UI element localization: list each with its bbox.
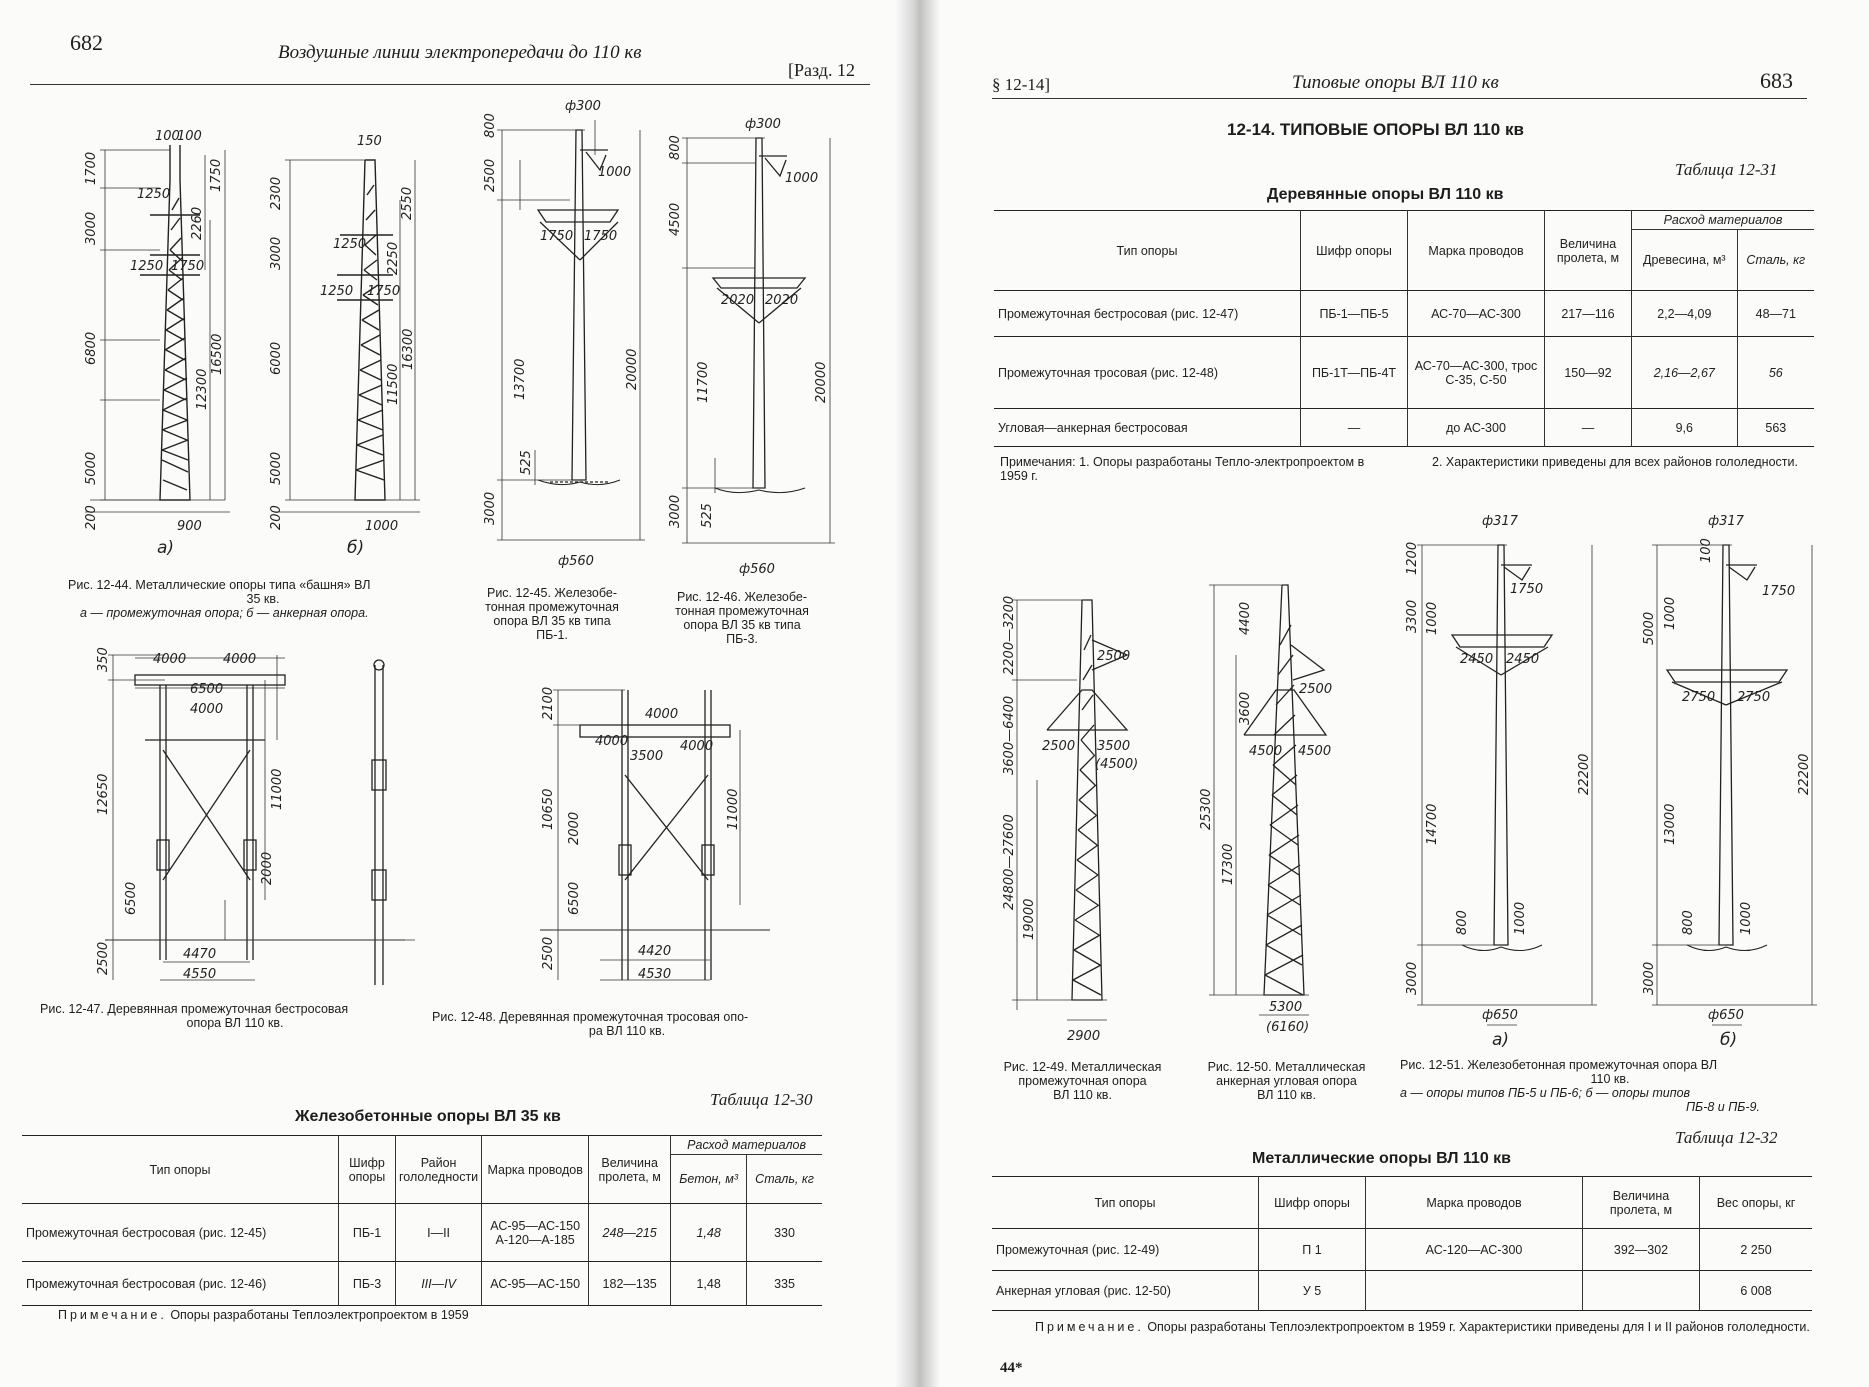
cell: —: [1545, 409, 1632, 447]
fig-12-51-b-dim: 1000: [1663, 596, 1678, 630]
fig-12-46-dim: 525: [700, 503, 715, 528]
fig-12-45-dim: ф300: [565, 99, 601, 114]
fig-12-48-caption-line: Рис. 12-48. Деревянная промежуточная тросовая опо-: [432, 1010, 749, 1024]
fig-12-45-dim: 13700: [513, 358, 528, 400]
table-12-30: [22, 1135, 822, 1306]
cell: 56: [1737, 337, 1814, 409]
note-text: Опоры разработаны Теплоэлектропроектом в 1959: [170, 1308, 469, 1322]
cell: до АС-300: [1408, 409, 1545, 447]
fig-12-44-sub-b: б): [347, 538, 365, 558]
fig-12-44-a-dim: 200: [84, 505, 99, 530]
fig-12-44-a-dim: 3000: [84, 211, 99, 245]
fig-12-48-caption: [432, 1010, 822, 1038]
figure-12-44: [75, 129, 435, 560]
right-page: [912, 0, 1869, 1387]
fig-12-49-dim: 3500: [1097, 739, 1131, 754]
fig-12-48-dim: 4420: [638, 944, 672, 959]
section-heading: 12-14. ТИПОВЫЕ ОПОРЫ ВЛ 110 кв: [1227, 120, 1524, 139]
table-row: [994, 291, 1814, 337]
section-ref: [Разд. 12: [788, 60, 855, 80]
fig-12-51-a-dim: 2450: [1460, 652, 1494, 667]
fig-12-51-a-dim: ф317: [1482, 514, 1518, 529]
fig-12-44-b-dim: 1000: [365, 519, 399, 534]
cell: ПБ-1—ПБ-5: [1301, 291, 1408, 337]
figure-12-49: [997, 580, 1157, 1050]
th-code: Шифр опоры: [1301, 211, 1408, 291]
fig-12-51-b-dim: 3000: [1642, 961, 1657, 995]
fig-12-51-caption-line: ПБ-8 и ПБ-9.: [1686, 1100, 1760, 1114]
page-number: 683: [1760, 68, 1793, 93]
fig-12-51-a-dim: 1200: [1405, 541, 1420, 575]
fig-12-45-dim: 3000: [483, 491, 498, 525]
fig-12-49-dim: 24800—27600: [1002, 814, 1017, 910]
fig-12-47-dim: 4000: [190, 702, 224, 717]
note-label: Примечание.: [58, 1308, 167, 1322]
fig-12-44-caption-line: Рис. 12-44. Металлические опоры типа «башня» ВЛ: [68, 578, 371, 592]
table-12-32-title: Металлические опоры ВЛ 110 кв: [1252, 1150, 1511, 1167]
table-12-31-note-1: Примечания: 1. Опоры разработаны Тепло-электропроектом в 1959 г.: [1000, 455, 1365, 483]
cell: 335: [747, 1262, 822, 1306]
fig-12-48-dim: 2000: [567, 811, 582, 845]
fig-12-51-b-dim: 13000: [1663, 803, 1678, 845]
cell: 6 008: [1700, 1271, 1813, 1311]
figure-12-46-drawing: [665, 118, 840, 578]
fig-12-45-caption-line: тонная промежуточная: [485, 600, 619, 614]
cell: 330: [747, 1204, 822, 1262]
fig-12-49-dim: (4500): [1095, 757, 1139, 772]
header-rule: [30, 84, 870, 85]
table-row: [22, 1262, 822, 1306]
fig-12-47-dim: 4000: [153, 652, 187, 667]
figure-12-47: [85, 640, 435, 990]
fig-12-50-dim: 5300: [1269, 1000, 1303, 1015]
fig-12-45-dim: 1750: [540, 229, 574, 244]
cell: Промежуточная бестросовая (рис. 12-46): [26, 1276, 267, 1291]
cell: АС-70—АС-300, трос С-35, С-50: [1408, 337, 1545, 409]
fig-12-44-a-dim: 16500: [210, 333, 225, 375]
figure-12-48-drawing: [530, 680, 790, 1000]
table-row: [994, 409, 1814, 447]
fig-12-47-caption: [40, 1002, 430, 1030]
fig-12-51-a-dim: 1750: [1510, 582, 1544, 597]
cell: Промежуточная тросовая (рис. 12-48): [998, 365, 1219, 380]
cell: АС-95—АС-150: [482, 1262, 589, 1306]
table-12-30-title: Железобетонные опоры ВЛ 35 кв: [295, 1108, 561, 1125]
fig-12-44-b-dim: 6000: [269, 341, 284, 375]
fig-12-51-a-dim: 2450: [1506, 652, 1540, 667]
fig-12-47-dim: 4000: [223, 652, 257, 667]
fig-12-51-b-dim: ф317: [1708, 514, 1744, 529]
fig-12-51-b-dim: 2750: [1737, 690, 1771, 705]
cell: I—II: [396, 1204, 482, 1262]
th-type: Тип опоры: [994, 211, 1301, 291]
fig-12-51-a-dim: ф650: [1482, 1008, 1518, 1023]
fig-12-44-b-dim: 11500: [386, 363, 401, 405]
figure-12-45: [480, 99, 650, 570]
fig-12-48-dim: 11000: [726, 788, 741, 830]
fig-12-49-dim: 19000: [1022, 898, 1037, 940]
th-materials: Расход материалов: [671, 1136, 822, 1155]
th-materials: Расход материалов: [1632, 211, 1815, 230]
fig-12-44-a-dim: 1250: [130, 259, 164, 274]
cell: Промежуточная бестросовая (рис. 12-47): [998, 306, 1239, 321]
th-wood: Древесина, м³: [1632, 230, 1738, 291]
figure-12-50-drawing: [1194, 575, 1374, 1035]
fig-12-45-dim: 20000: [625, 348, 640, 390]
fig-12-47-dim: 350: [96, 647, 111, 672]
cell: ПБ-3: [339, 1262, 396, 1306]
fig-12-47-dim: 2500: [96, 941, 111, 975]
figure-12-45-drawing: [480, 99, 650, 570]
fig-12-45-dim: 2500: [483, 158, 498, 192]
fig-12-50-dim: 25300: [1199, 788, 1214, 830]
note-label: Примечание.: [1035, 1320, 1144, 1334]
fig-12-51-b-dim: 5000: [1642, 611, 1657, 645]
figure-12-46: [665, 118, 840, 578]
cell: 563: [1737, 409, 1814, 447]
note-text: Опоры разработаны Теплоэлектропроектом в 1959 г. Характеристики приведены для I и II районов гололедности.: [1147, 1320, 1810, 1334]
fig-12-51-a-dim: 1000: [1425, 601, 1440, 635]
fig-12-51-a-dim: 3000: [1405, 961, 1420, 995]
fig-12-51-a-dim: 14700: [1425, 803, 1440, 845]
fig-12-46-dim: ф560: [739, 562, 775, 577]
cell: П 1: [1259, 1229, 1366, 1271]
figure-12-51: [1392, 505, 1832, 1050]
fig-12-48-dim: 3500: [630, 749, 664, 764]
fig-12-45-dim: 1000: [598, 165, 632, 180]
fig-12-51-caption-line: 110 кв.: [1590, 1072, 1630, 1086]
fig-12-47-dim: 12650: [96, 773, 111, 815]
table-row: [992, 1271, 1812, 1311]
cell: АС-120—АС-300: [1366, 1229, 1583, 1271]
cell: АС-70—АС-300: [1408, 291, 1545, 337]
fig-12-44-b-dim: 5000: [269, 451, 284, 485]
fig-12-47-dim: 2000: [260, 851, 275, 885]
fig-12-45-dim: ф560: [558, 554, 594, 569]
th-wire: Марка проводов: [1366, 1177, 1583, 1229]
fig-12-47-dim: 6500: [190, 682, 224, 697]
fig-12-44-sub-a: а): [157, 538, 175, 558]
fig-12-49-dim: 3600—6400: [1002, 695, 1017, 775]
signature-mark: 44*: [1000, 1360, 1023, 1376]
fig-12-46-dim: 2020: [765, 293, 799, 308]
fig-12-51-sub-b: б): [1720, 1030, 1738, 1050]
table-12-30-number: Таблица 12-30: [710, 1090, 813, 1109]
fig-12-46-caption-line: ПБ-3.: [726, 632, 758, 646]
table-12-30-note: [58, 1308, 469, 1322]
cell: 1,48: [671, 1204, 747, 1262]
fig-12-50-dim: 3600: [1238, 691, 1253, 725]
fig-12-50-caption-line: ВЛ 110 кв.: [1257, 1088, 1316, 1102]
table-row: [22, 1204, 822, 1262]
fig-12-50-caption: [1194, 1060, 1379, 1102]
fig-12-48-dim: 10650: [541, 788, 556, 830]
fig-12-44-a-dim: 12300: [195, 368, 210, 410]
fig-12-51-a-dim: 1000: [1513, 901, 1528, 935]
th-steel: Сталь, кг: [1737, 230, 1814, 291]
fig-12-48-caption-line: ра ВЛ 110 кв.: [588, 1024, 666, 1038]
fig-12-44-a-dim: 1750: [209, 158, 224, 192]
fig-12-46-dim: 20000: [814, 361, 829, 403]
cell: —: [1301, 409, 1408, 447]
cell: 2,2—4,09: [1632, 291, 1738, 337]
fig-12-44-a-dim: 5000: [84, 451, 99, 485]
fig-12-50-caption-line: Рис. 12-50. Металлическая: [1207, 1060, 1366, 1074]
fig-12-44-b-dim: 1250: [333, 237, 367, 252]
fig-12-50-dim: 2500: [1299, 682, 1333, 697]
fig-12-51-b-dim: 2750: [1682, 690, 1716, 705]
th-span: Величина пролета, м: [589, 1136, 671, 1204]
figure-12-49-drawing: [997, 580, 1157, 1050]
fig-12-44-a-dim: 6800: [84, 331, 99, 365]
fig-12-44-b-dim: 150: [357, 134, 382, 149]
cell: 1,48: [671, 1262, 747, 1306]
fig-12-44-b-dim: 2550: [400, 186, 415, 220]
cell: 182—135: [589, 1262, 671, 1306]
cell: ПБ-1Т—ПБ-4Т: [1301, 337, 1408, 409]
fig-12-51-b-dim: 22200: [1797, 753, 1812, 795]
cell: 9,6: [1632, 409, 1738, 447]
fig-12-48-dim: 2100: [541, 686, 556, 720]
fig-12-47-dim: 11000: [270, 768, 285, 810]
table-12-31-note-2: 2. Характеристики приведены для всех районов гололедности.: [1432, 455, 1798, 469]
table-12-31-number: Таблица 12-31: [1675, 160, 1778, 179]
fig-12-44-caption-line: 35 кв.: [246, 592, 280, 606]
cell: 392—302: [1583, 1229, 1700, 1271]
fig-12-47-dim: 4550: [183, 967, 217, 982]
figure-12-47-drawing: [85, 640, 435, 990]
fig-12-48-dim: 4000: [595, 734, 629, 749]
fig-12-48-dim: 4530: [638, 967, 672, 982]
fig-12-47-caption-line: опора ВЛ 110 кв.: [186, 1016, 284, 1030]
cell: 248—215: [589, 1204, 671, 1262]
th-steel: Сталь, кг: [747, 1155, 822, 1204]
fig-12-44-caption-line: а — промежуточная опора; б — анкерная опора.: [80, 606, 369, 620]
table-row: [994, 337, 1814, 409]
fig-12-48-dim: 4000: [645, 707, 679, 722]
fig-12-49-caption-line: промежуточная опора: [1018, 1074, 1147, 1088]
fig-12-48-dim: 6500: [567, 881, 582, 915]
fig-12-46-dim: 3000: [668, 494, 683, 528]
table-12-32: [992, 1176, 1812, 1311]
cell: Анкерная угловая (рис. 12-50): [996, 1283, 1171, 1298]
fig-12-46-dim: 1000: [785, 171, 819, 186]
fig-12-49-dim: 2500: [1042, 739, 1076, 754]
fig-12-45-caption-line: ПБ-1.: [536, 628, 568, 642]
fig-12-50-dim: 4400: [1238, 601, 1253, 635]
figure-12-48: [530, 680, 790, 1000]
fig-12-51-b-dim: ф650: [1708, 1008, 1744, 1023]
cell: [1583, 1271, 1700, 1311]
figure-12-44-drawing: [75, 129, 435, 560]
fig-12-50-dim: 4500: [1249, 744, 1283, 759]
fig-12-46-dim: ф300: [745, 117, 781, 132]
fig-12-44-a-dim: 100: [155, 129, 180, 144]
table-12-31: [994, 210, 1814, 447]
th-span: Величина пролета, м: [1545, 211, 1632, 291]
figure-12-51-drawing: [1392, 505, 1832, 1050]
cell: АС-95—АС-150 А-120—А-185: [482, 1204, 589, 1262]
table-12-32-note: [1000, 1320, 1815, 1334]
fig-12-45-caption: [462, 586, 642, 642]
th-wire: Марка проводов: [482, 1136, 589, 1204]
fig-12-44-b-dim: 200: [269, 505, 284, 530]
cell: 48—71: [1737, 291, 1814, 337]
fig-12-48-dim: 4000: [680, 739, 714, 754]
cell: 150—92: [1545, 337, 1632, 409]
fig-12-44-a-dim: 900: [177, 519, 202, 534]
cell: Промежуточная (рис. 12-49): [996, 1242, 1160, 1257]
fig-12-49-caption-line: Рис. 12-49. Металлическая: [1003, 1060, 1162, 1074]
fig-12-44-a-dim: 1250: [137, 187, 171, 202]
fig-12-47-dim: 4470: [183, 947, 217, 962]
fig-12-51-caption: [1400, 1058, 1820, 1114]
fig-12-44-a-dim: 1750: [171, 259, 205, 274]
fig-12-50-dim: (6160): [1266, 1020, 1310, 1035]
fig-12-51-a-dim: 22200: [1577, 753, 1592, 795]
cell: 2,16—2,67: [1632, 337, 1738, 409]
th-type: Тип опоры: [22, 1136, 339, 1204]
th-concrete: Бетон, м³: [671, 1155, 747, 1204]
fig-12-49-caption: [990, 1060, 1175, 1102]
fig-12-45-dim: 1750: [584, 229, 618, 244]
cell: 2 250: [1700, 1229, 1813, 1271]
table-12-31-title: Деревянные опоры ВЛ 110 кв: [1267, 186, 1504, 203]
fig-12-47-dim: 6500: [124, 881, 139, 915]
fig-12-44-a-dim: 1700: [84, 151, 99, 185]
fig-12-44-a-dim: 100: [177, 129, 202, 144]
left-page: [0, 0, 910, 1387]
th-type: Тип опоры: [1094, 1195, 1156, 1210]
cell: 217—116: [1545, 291, 1632, 337]
fig-12-51-b-dim: 800: [1681, 910, 1696, 935]
figure-12-50: [1194, 575, 1374, 1035]
fig-12-51-a-dim: 3300: [1405, 599, 1420, 633]
fig-12-46-dim: 11700: [696, 361, 711, 403]
cell: [1366, 1271, 1583, 1311]
fig-12-51-caption-line: Рис. 12-51. Железобетонная промежуточная опора ВЛ: [1400, 1058, 1718, 1072]
fig-12-44-b-dim: 2250: [386, 241, 401, 275]
fig-12-51-b-dim: 1000: [1739, 901, 1754, 935]
fig-12-46-caption-line: Рис. 12-46. Железобе-: [676, 590, 807, 604]
fig-12-51-caption-line: а — опоры типов ПБ-5 и ПБ-6; б — опоры типов: [1400, 1086, 1691, 1100]
table-12-32-number: Таблица 12-32: [1675, 1128, 1778, 1147]
cell: У 5: [1259, 1271, 1366, 1311]
fig-12-44-b-dim: 1750: [367, 284, 401, 299]
fig-12-48-dim: 2500: [541, 936, 556, 970]
fig-12-51-b-dim: 1750: [1762, 584, 1796, 599]
fig-12-44-a-dim: 2260: [190, 206, 205, 240]
fig-12-50-dim: 4500: [1298, 744, 1332, 759]
fig-12-49-dim: 2200—3200: [1002, 595, 1017, 675]
fig-12-46-dim: 800: [668, 135, 683, 160]
fig-12-44-b-dim: 16300: [401, 328, 416, 370]
fig-12-49-caption-line: ВЛ 110 кв.: [1053, 1088, 1112, 1102]
fig-12-46-dim: 2020: [721, 293, 755, 308]
fig-12-44-b-dim: 2300: [269, 176, 284, 210]
fig-12-50-caption-line: анкерная угловая опора: [1216, 1074, 1357, 1088]
fig-12-44-b-dim: 1250: [320, 284, 354, 299]
fig-12-46-caption: [652, 590, 832, 646]
fig-12-51-sub-a: а): [1492, 1030, 1510, 1050]
th-wire: Марка проводов: [1408, 211, 1545, 291]
fig-12-50-dim: 17300: [1221, 843, 1236, 885]
fig-12-49-dim: 2500: [1097, 649, 1131, 664]
fig-12-45-dim: 800: [483, 113, 498, 138]
fig-12-44-b-dim: 3000: [269, 236, 284, 270]
running-title: Воздушные линии электропередачи до 110 кв: [278, 42, 642, 63]
fig-12-47-caption-line: Рис. 12-47. Деревянная промежуточная бестросовая: [40, 1002, 349, 1016]
fig-12-45-caption-line: Рис. 12-45. Железобе-: [486, 586, 617, 600]
fig-12-51-b-dim: 100: [1699, 538, 1714, 563]
fig-12-51-a-dim: 800: [1455, 910, 1470, 935]
fig-12-44-caption: [68, 578, 458, 620]
fig-12-49-dim: 2900: [1067, 1029, 1101, 1044]
th-region: Район гололедности: [396, 1136, 482, 1204]
table-row: [992, 1229, 1812, 1271]
fig-12-46-caption-line: тонная промежуточная: [675, 604, 809, 618]
th-weight: Вес опоры, кг: [1700, 1177, 1813, 1229]
th-span: Величина пролета, м: [1583, 1177, 1700, 1229]
cell: Промежуточная бестросовая (рис. 12-45): [26, 1225, 267, 1240]
fig-12-46-dim: 4500: [668, 202, 683, 236]
th-code: Шифр опоры: [1259, 1177, 1366, 1229]
cell: ПБ-1: [339, 1204, 396, 1262]
page-number: 682: [70, 30, 103, 55]
running-title: Типовые опоры ВЛ 110 кв: [1292, 72, 1499, 93]
fig-12-46-caption-line: опора ВЛ 35 кв типа: [683, 618, 801, 632]
section-ref: § 12-14]: [992, 75, 1051, 94]
cell: III—IV: [396, 1262, 482, 1306]
header-rule: [992, 98, 1807, 99]
cell: Угловая—анкерная бестросовая: [998, 420, 1188, 435]
fig-12-45-caption-line: опора ВЛ 35 кв типа: [493, 614, 611, 628]
fig-12-45-dim: 525: [519, 450, 534, 475]
th-code: Шифр опоры: [339, 1136, 396, 1204]
